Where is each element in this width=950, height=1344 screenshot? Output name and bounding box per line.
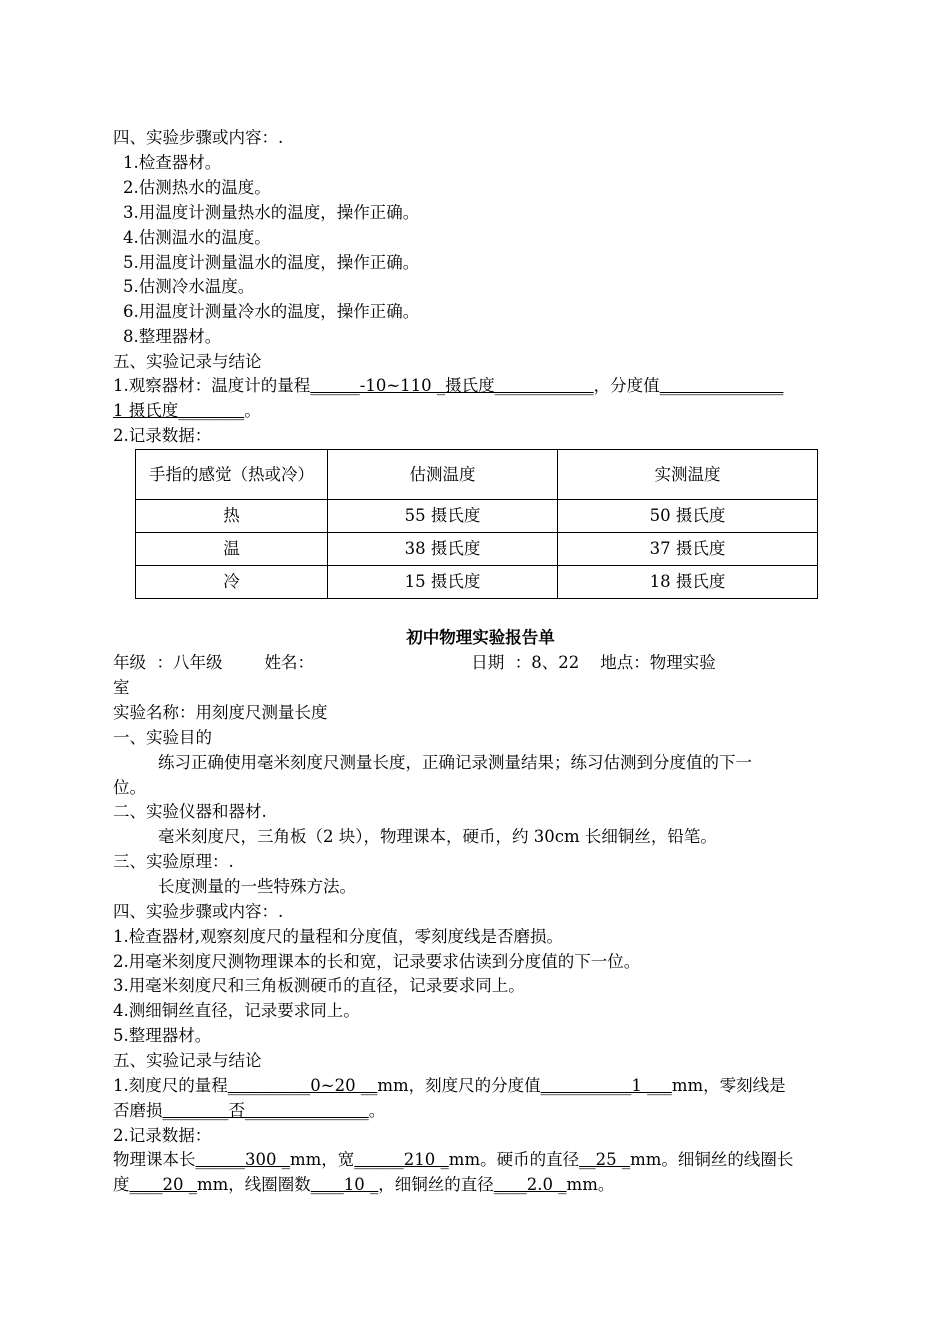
coin-diameter: __25 _ [579, 1150, 631, 1169]
observe-mid: ，分度值 [593, 376, 660, 395]
steps-heading: 四、实验步骤或内容：. [113, 128, 284, 147]
table-cell: 18 摄氏度 [558, 566, 818, 599]
step-item: 4.测细铜丝直径，记录要求同上。 [113, 1001, 360, 1020]
step-item: 2.用毫米刻度尺测物理课本的长和宽，记录要求估读到分度值的下一位。 [113, 952, 641, 971]
data-text: mm，线圈圈数 [197, 1175, 311, 1194]
table-cell: 37 摄氏度 [558, 533, 818, 566]
experiment-name: 实验名称：用刻度尺测量长度 [113, 703, 328, 722]
data-text: mm。细铜丝的线圈长 [630, 1150, 794, 1169]
coil-length: ____20 _ [129, 1175, 197, 1194]
data-text: mm。 [566, 1175, 615, 1194]
steps-heading: 四、实验步骤或内容：. [113, 902, 284, 921]
table-cell: 55 摄氏度 [328, 500, 558, 533]
table-header-cell: 估测温度 [328, 450, 558, 500]
record-label: 2.记录数据： [113, 426, 212, 445]
ruler-prefix: 1.刻度尺的量程 [113, 1076, 228, 1095]
observe-end: 。 [244, 401, 261, 420]
ruler-division: ___________1 ___ [540, 1076, 672, 1095]
book-length: ______300 _ [195, 1150, 290, 1169]
step-item: 5.整理器材。 [113, 1026, 212, 1045]
record-heading: 五、实验记录与结论 [113, 1051, 262, 1070]
table-header-cell: 实测温度 [558, 450, 818, 500]
data-line-wrap [113, 1174, 614, 1196]
principle-text: 长度测量的一些特殊方法。 [158, 877, 356, 896]
purpose-wrap: 位。 [113, 778, 146, 797]
principle-heading: 三、实验原理：. [113, 852, 234, 871]
ruler-range: __________0~20 __ [227, 1076, 378, 1095]
record-label: 2.记录数据： [113, 1126, 212, 1145]
data-text: mm，宽 [290, 1150, 355, 1169]
wire-diameter: ____2.0 _ [493, 1175, 567, 1194]
data-text: 度 [113, 1175, 130, 1194]
table-header-row [136, 450, 818, 500]
observe-prefix: 1.观察器材：温度计的量程 [113, 376, 311, 395]
ruler-line-wrap [113, 1100, 385, 1122]
record-heading: 五、实验记录与结论 [113, 352, 262, 371]
worn-end: 。 [368, 1101, 386, 1120]
step-item: 3.用温度计测量热水的温度，操作正确。 [123, 203, 420, 222]
table-row [136, 566, 818, 599]
worn-value: ________否_______________ [162, 1101, 369, 1120]
observe-line [113, 375, 783, 397]
report-title: 初中物理实验报告单 [406, 628, 555, 647]
header-line-wrap: 室 [113, 678, 130, 697]
table-row [136, 500, 818, 533]
purpose-heading: 一、实验目的 [113, 728, 212, 747]
step-item: 5.用温度计测量温水的温度，操作正确。 [123, 253, 420, 272]
ruler-line [113, 1075, 786, 1097]
header-line: 年级 ：八年级 姓名： 日期 ：8、22 地点：物理实验 [113, 653, 716, 672]
division-blank: _______________ [659, 376, 784, 395]
ruler-text: mm，刻度尺的分度值 [377, 1076, 541, 1095]
division-value: 1 摄氏度________ [113, 401, 245, 420]
equipment-heading: 二、实验仪器和器材. [113, 802, 267, 821]
table-cell: 50 摄氏度 [558, 500, 818, 533]
book-width: ______210 _ [354, 1150, 449, 1169]
data-text: 物理课本长 [113, 1150, 196, 1169]
worn-prefix: 否磨损 [113, 1101, 163, 1120]
range-value: ______-10~110 _摄氏度____________ [310, 376, 594, 395]
data-text: mm。硬币的直径 [448, 1150, 580, 1169]
table-row [136, 533, 818, 566]
step-item: 4.估测温水的温度。 [123, 228, 271, 247]
step-item: 1.检查器材。 [123, 153, 222, 172]
table-cell: 温 [136, 533, 328, 566]
table-cell: 冷 [136, 566, 328, 599]
table-cell: 15 摄氏度 [328, 566, 558, 599]
step-item: 1.检查器材,观察刻度尺的量程和分度值，零刻度线是否磨损。 [113, 927, 563, 946]
step-item: 5.估测冷水温度。 [123, 277, 255, 296]
coil-turns: ____10 _ [310, 1175, 379, 1194]
data-text: ，细铜丝的直径 [378, 1175, 494, 1194]
ruler-text: mm，零刻线是 [671, 1076, 786, 1095]
step-item: 8.整理器材。 [123, 327, 222, 346]
step-item: 3.用毫米刻度尺和三角板测硬币的直径，记录要求同上。 [113, 976, 525, 995]
table-header-cell: 手指的感觉（热或冷） [136, 450, 328, 500]
table-cell: 38 摄氏度 [328, 533, 558, 566]
data-line [113, 1149, 793, 1171]
observe-line-wrap [113, 400, 261, 422]
equipment-text: 毫米刻度尺，三角板（2 块），物理课本，硬币，约 30cm 长细铜丝，铅笔。 [158, 827, 717, 846]
step-item: 2.估测热水的温度。 [123, 178, 271, 197]
temperature-table [135, 449, 818, 599]
purpose-text: 练习正确使用毫米刻度尺测量长度，正确记录测量结果；练习估测到分度值的下一 [158, 753, 752, 772]
table-cell: 热 [136, 500, 328, 533]
step-item: 6.用温度计测量冷水的温度，操作正确。 [123, 302, 420, 321]
